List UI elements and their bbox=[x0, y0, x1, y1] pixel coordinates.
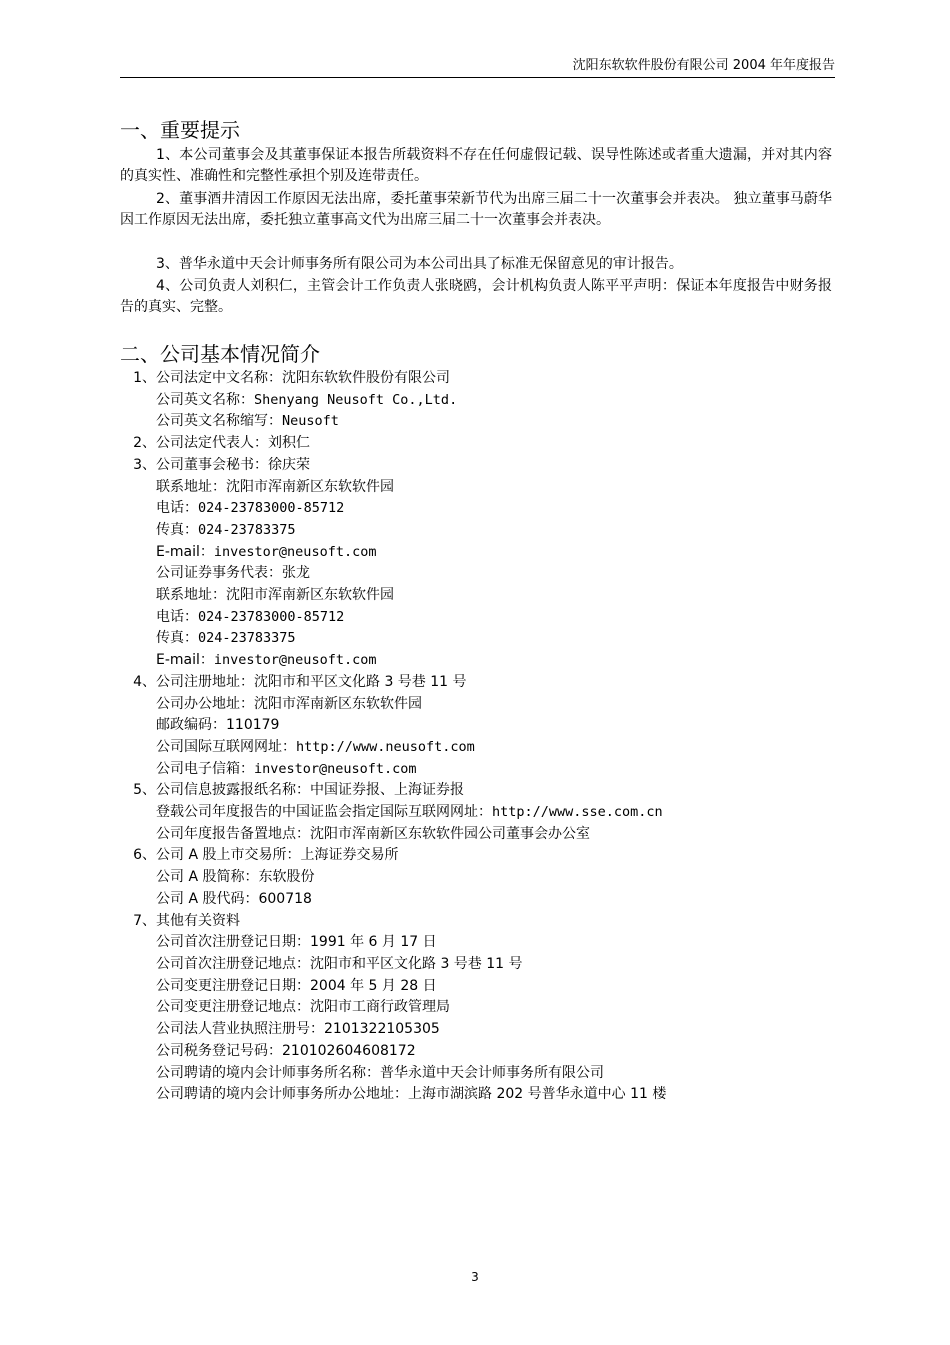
profile-row-value: investor@neusoft.com bbox=[254, 760, 417, 777]
profile-row-label: 电话： bbox=[156, 608, 198, 625]
profile-row-text: 公司变更注册登记日期：2004 年 5 月 28 日 bbox=[156, 977, 437, 994]
profile-row bbox=[120, 1063, 835, 1085]
notice-paragraph-1-text: 1、本公司董事会及其董事保证本报告所载资料不存在任何虚假记载、误导性陈述或者重大遗漏，并对其内容的真实性、准确性和完整性承担个别及连带责任。 bbox=[120, 147, 832, 184]
profile-row-value: 024-23783375 bbox=[198, 630, 296, 647]
page-number: 3 bbox=[471, 1270, 479, 1284]
profile-row bbox=[120, 932, 835, 954]
header-divider bbox=[120, 77, 835, 78]
profile-row bbox=[120, 715, 835, 737]
profile-row-value: 024-23783000-85712 bbox=[198, 500, 345, 517]
profile-row-text: 公司税务登记号码：210102604608172 bbox=[156, 1042, 416, 1059]
profile-row bbox=[120, 976, 835, 998]
notice-paragraph-2 bbox=[120, 189, 832, 231]
notice-paragraph-3-text: 3、普华永道中天会计师事务所有限公司为本公司出具了标准无保留意见的审计报告。 bbox=[156, 256, 683, 272]
profile-row-label: 登载公司年度报告的中国证监会指定国际互联网网址： bbox=[156, 804, 492, 821]
profile-row bbox=[120, 520, 835, 542]
profile-row-text: 公司变更注册登记地点：沈阳市工商行政管理局 bbox=[156, 999, 450, 1016]
profile-row-text: 公司 A 股简称：东软股份 bbox=[156, 869, 315, 886]
company-profile-list bbox=[120, 368, 835, 1106]
profile-row bbox=[120, 607, 835, 629]
profile-row-text: 联系地址：沈阳市浑南新区东软软件园 bbox=[156, 478, 394, 495]
profile-row-label: E-mail： bbox=[156, 543, 214, 560]
profile-row-number: 1、 bbox=[133, 370, 156, 386]
profile-row bbox=[120, 802, 835, 824]
profile-row-value: 024-23783000-85712 bbox=[198, 608, 345, 625]
profile-row bbox=[120, 737, 835, 759]
profile-row-value: Neusoft bbox=[282, 413, 339, 430]
profile-row bbox=[120, 455, 835, 477]
profile-row bbox=[120, 390, 835, 412]
profile-row-label: 公司英文名称缩写： bbox=[156, 413, 282, 430]
notice-paragraph-2-text: 2、董事酒井清因工作原因无法出席，委托董事荣新节代为出席三届二十一次董事会并表决。 独立董事马蔚华因工作原因无法出席，委托独立董事高文代为出席三届二十一次董事会并表决。 bbox=[120, 191, 832, 228]
notice-paragraph-1 bbox=[120, 145, 832, 187]
profile-row-text: 公司注册地址：沈阳市和平区文化路 3 号巷 11 号 bbox=[156, 673, 467, 690]
profile-row-text: 公司法定代表人：刘积仁 bbox=[156, 435, 310, 452]
profile-row-text: 公司办公地址：沈阳市浑南新区东软软件园 bbox=[156, 695, 422, 712]
profile-row bbox=[120, 477, 835, 499]
notice-paragraph-3 bbox=[120, 254, 832, 275]
profile-row-value: Shenyang Neusoft Co.,Ltd. bbox=[254, 391, 458, 408]
profile-row bbox=[120, 433, 835, 455]
profile-row-number: 4、 bbox=[133, 673, 156, 690]
profile-row-text: 其他有关资料 bbox=[156, 912, 240, 929]
profile-row-number: 6、 bbox=[133, 847, 156, 864]
profile-row-value: 024-23783375 bbox=[198, 521, 296, 538]
profile-row bbox=[120, 672, 835, 694]
profile-row-value: http://www.sse.com.cn bbox=[492, 804, 663, 821]
profile-row bbox=[120, 694, 835, 716]
profile-row bbox=[120, 997, 835, 1019]
notice-paragraph-4 bbox=[120, 276, 832, 318]
profile-row-number: 7、 bbox=[133, 912, 156, 929]
profile-row-text: 公司年度报告备置地点：沈阳市浑南新区东软软件园公司董事会办公室 bbox=[156, 825, 590, 842]
profile-row bbox=[120, 824, 835, 846]
section-important-notice-title: 一、重要提示 bbox=[120, 118, 240, 142]
profile-row-text: 公司首次注册登记地点：沈阳市和平区文化路 3 号巷 11 号 bbox=[156, 955, 523, 972]
profile-row bbox=[120, 650, 835, 672]
profile-row-text: 公司首次注册登记日期：1991 年 6 月 17 日 bbox=[156, 934, 437, 951]
profile-row-text: 联系地址：沈阳市浑南新区东软软件园 bbox=[156, 587, 394, 604]
profile-row bbox=[120, 368, 835, 390]
profile-row bbox=[120, 1019, 835, 1041]
profile-row-label: 公司国际互联网网址： bbox=[156, 738, 296, 755]
profile-row-text: 公司 A 股上市交易所：上海证券交易所 bbox=[156, 847, 399, 864]
profile-row-value: investor@neusoft.com bbox=[213, 652, 377, 669]
profile-row bbox=[120, 759, 835, 781]
profile-row-text: 公司 A 股代码：600718 bbox=[156, 890, 312, 907]
profile-row-label: 电话： bbox=[156, 500, 198, 517]
profile-row-label: 传真： bbox=[156, 521, 198, 538]
profile-row-text: 公司证券事务代表：张龙 bbox=[156, 565, 310, 582]
profile-row bbox=[120, 889, 835, 911]
profile-row-value: http://www.neusoft.com bbox=[296, 738, 475, 755]
profile-row-label: 公司电子信箱： bbox=[156, 760, 254, 777]
profile-row bbox=[120, 1041, 835, 1063]
page-header: 沈阳东软软件股份有限公司 2004 年年度报告 bbox=[572, 58, 835, 73]
profile-row bbox=[120, 585, 835, 607]
profile-row bbox=[120, 1084, 835, 1106]
profile-row-text: 邮政编码：110179 bbox=[156, 717, 280, 734]
profile-row-text: 公司法人营业执照注册号：2101322105305 bbox=[156, 1021, 440, 1038]
profile-row-text: 公司聘请的境内会计师事务所名称：普华永道中天会计师事务所有限公司 bbox=[156, 1064, 604, 1081]
profile-row bbox=[120, 780, 835, 802]
profile-row bbox=[120, 498, 835, 520]
profile-row-label: E-mail： bbox=[156, 652, 214, 669]
profile-row bbox=[120, 542, 835, 564]
profile-row-label: 传真： bbox=[156, 630, 198, 647]
profile-row bbox=[120, 867, 835, 889]
profile-row bbox=[120, 911, 835, 933]
profile-row-text: 公司法定中文名称：沈阳东软软件股份有限公司 bbox=[156, 370, 450, 386]
profile-row bbox=[120, 563, 835, 585]
profile-row bbox=[120, 845, 835, 867]
profile-row-text: 公司董事会秘书：徐庆荣 bbox=[156, 456, 310, 473]
profile-row-label: 公司英文名称： bbox=[156, 391, 254, 408]
profile-row-text: 公司信息披露报纸名称：中国证券报、上海证券报 bbox=[156, 782, 464, 799]
profile-row bbox=[120, 628, 835, 650]
profile-row bbox=[120, 411, 835, 433]
profile-row-number: 2、 bbox=[133, 435, 156, 452]
section-company-profile-title: 二、公司基本情况简介 bbox=[120, 342, 320, 366]
profile-row-text: 公司聘请的境内会计师事务所办公地址：上海市湖滨路 202 号普华永道中心 11 楼 bbox=[156, 1086, 667, 1103]
profile-row bbox=[120, 954, 835, 976]
profile-row-number: 3、 bbox=[133, 456, 156, 473]
notice-paragraph-4-text: 4、公司负责人刘积仁，主管会计工作负责人张晓鸥，会计机构负责人陈平平声明：保证本年度报告中财务报告的真实、完整。 bbox=[120, 278, 832, 315]
profile-row-number: 5、 bbox=[133, 782, 156, 799]
profile-row-value: investor@neusoft.com bbox=[213, 543, 377, 560]
